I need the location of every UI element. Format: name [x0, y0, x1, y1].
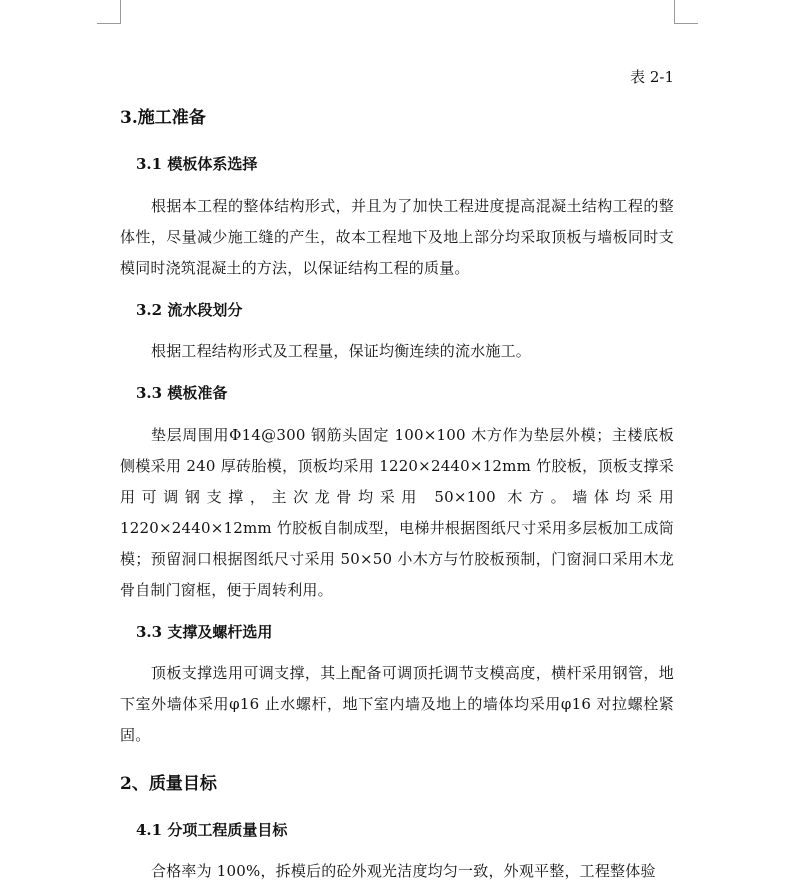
heading-quality-target: 2、质量目标 [120, 774, 217, 794]
crop-mark-top-left-vertical [120, 0, 121, 24]
heading-flow-section-division: 3.2 流水段划分 [136, 301, 243, 319]
crop-mark-top-left-horizontal [97, 23, 121, 24]
crop-mark-top-right-horizontal [674, 23, 698, 24]
paragraph-subitem-quality-target: 合格率为 100%，拆模后的砼外观光洁度均匀一致，外观平整，工程整体验 [151, 862, 656, 880]
paragraph-formwork-preparation: 垫层周围用Φ14@300 钢筋头固定 100×100 木方作为垫层外模；主楼底板侧模采用 240 厚砖胎模，顶板均采用 1220×2440×12mm 竹胶板，顶板支撑采用可调钢支撑，主次龙骨均采用 50×100 木方。墙体均采用 1220×2440×12mm 竹胶板自制成型，电梯井根据图纸尺寸采用多层板加工成筒模；预留洞口根据图纸尺寸采用 50×50 小木方与竹胶板预制，门窗洞口采用木龙骨自制门窗框，便于周转利用。 [120, 426, 674, 599]
paragraph-support-and-bolt-selection: 顶板支撑选用可调支撑，其上配备可调顶托调节支模高度，横杆采用钢管，地下室外墙体采用φ16 止水螺杆，地下室内墙及地上的墙体均采用φ16 对拉螺栓紧固。 [120, 664, 674, 744]
heading-formwork-preparation: 3.3 模板准备 [136, 384, 228, 402]
heading-construction-preparation: 3.施工准备 [120, 108, 206, 128]
heading-formwork-system-selection: 3.1 模板体系选择 [136, 155, 258, 173]
paragraph-formwork-system-selection: 根据本工程的整体结构形式，并且为了加快工程进度提高混凝土结构工程的整体性，尽量减少施工缝的产生，故本工程地下及地上部分均采取顶板与墙板同时支模同时浇筑混凝土的方法，以保证结构工程的质量。 [120, 197, 674, 277]
heading-support-and-bolt-selection: 3.3 支撑及螺杆选用 [136, 623, 273, 641]
heading-subitem-quality-target: 4.1 分项工程质量目标 [136, 821, 288, 839]
table-label: 表 2-1 [630, 68, 674, 86]
paragraph-flow-section-division: 根据工程结构形式及工程量，保证均衡连续的流水施工。 [151, 342, 532, 360]
crop-mark-top-right-vertical [674, 0, 675, 24]
